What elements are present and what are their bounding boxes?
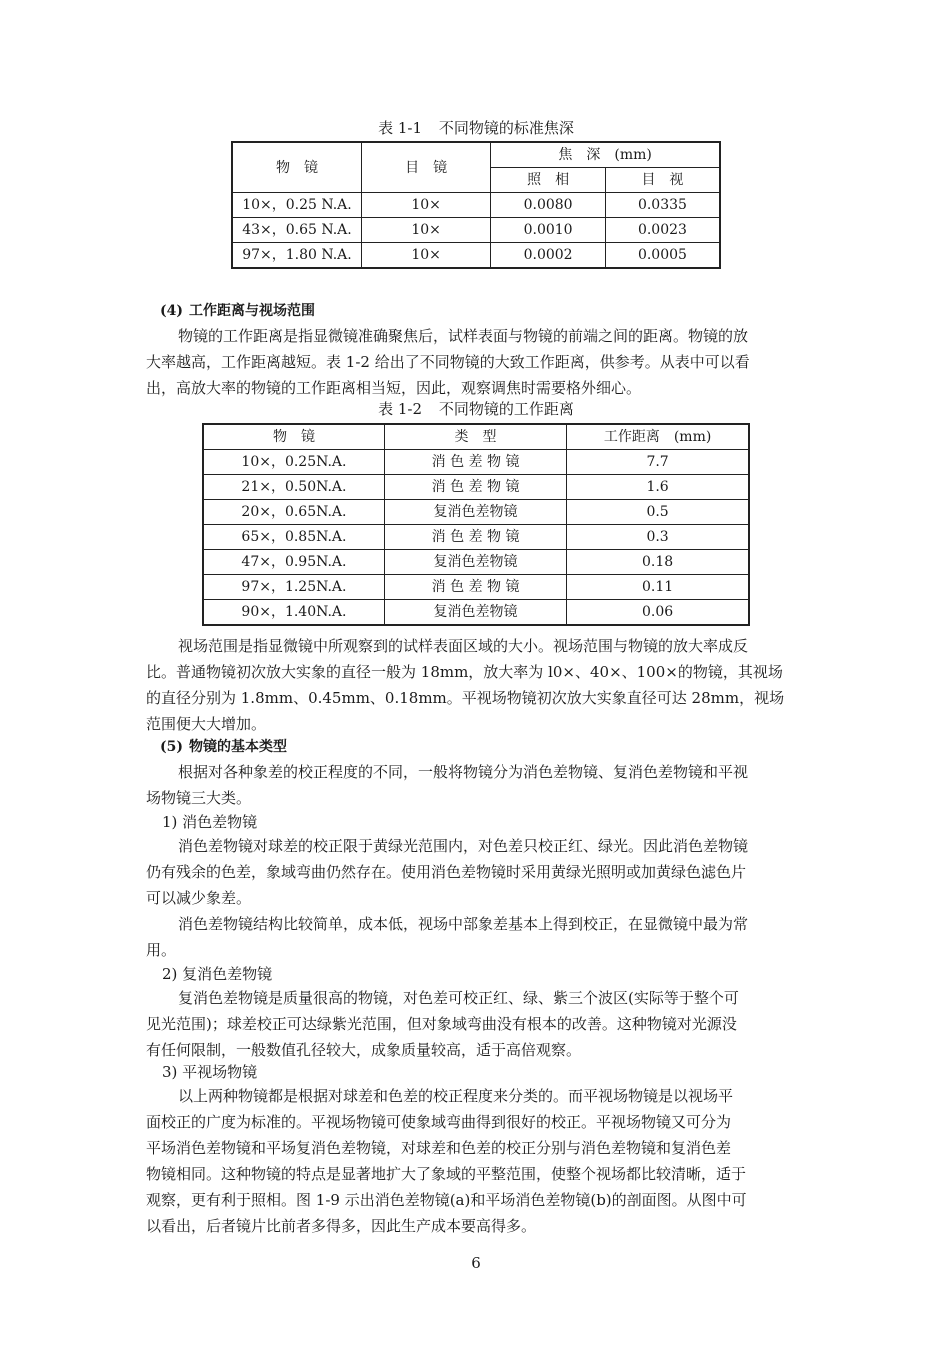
table2-header-type: 类 型 (384, 424, 566, 450)
table1-header-depth-of-focus: 焦 深 (mm) (491, 142, 720, 168)
table1-caption-title: 不同物镜的标准焦深 (438, 119, 574, 137)
table-cell: 0.18 (567, 550, 749, 575)
table-cell: 10× (361, 193, 490, 218)
table-row (203, 450, 749, 475)
achromatic-paragraph-2 (146, 911, 810, 963)
table-cell: 0.11 (567, 575, 749, 600)
paragraph-line: 平场消色差物镜和平场复消色差物镜，对球差和色差的校正分别与消色差物镜和复消色差 (146, 1139, 732, 1157)
paragraph-line: 有任何限制，一般数值孔径较大，成象质量较高，适于高倍观察。 (146, 1041, 582, 1059)
table2-header-working-distance: 工作距离 (mm) (567, 424, 749, 450)
table-cell: 10×，0.25 N.A. (232, 193, 361, 218)
table2-caption-title: 不同物镜的工作距离 (438, 400, 574, 418)
table-row (203, 500, 749, 525)
section4-heading (160, 301, 315, 321)
table1-standard-depth-of-focus (231, 141, 721, 269)
table-cell: 10× (361, 243, 490, 269)
table-cell: 97×，1.80 N.A. (232, 243, 361, 269)
paragraph-line: 物镜相同。这种物镜的特点是显著地扩大了象域的平整范围，使整个视场都比较清晰，适于 (146, 1165, 747, 1183)
field-of-view-paragraph (146, 633, 810, 737)
table1-header-eyepiece: 目 镜 (361, 142, 490, 193)
table1-header-visual: 目 视 (605, 168, 720, 193)
table-cell: 0.0023 (605, 218, 720, 243)
paragraph-line: 以上两种物镜都是根据对球差和色差的校正程度来分类的。而平视场物镜是以视场平 (178, 1087, 734, 1105)
paragraph-line: 的直径分别为 1.8mm、0.45mm、0.18mm。平视场物镜初次放大实象直径可达 28mm，视场 (146, 689, 785, 707)
table1-header-photo: 照 相 (491, 168, 606, 193)
paragraph-line: 消色差物镜对球差的校正限于黄绿光范围内，对色差只校正红、绿光。因此消色差物镜 (178, 837, 749, 855)
paragraph-line: 见光范围)；球差校正可达绿紫光范围，但对象域弯曲没有根本的改善。这种物镜对光源没 (146, 1015, 737, 1033)
table-cell: 1.6 (567, 475, 749, 500)
subsection2-title: 2) 复消色差物镜 (162, 965, 273, 983)
table-cell: 47×，0.95N.A. (203, 550, 384, 575)
paragraph-line: 比。普通物镜初次放大实象的直径一般为 18mm，放大率为 l0×、40×、100×的物镜，其视场 (146, 663, 783, 681)
table2-header-objective: 物 镜 (203, 424, 384, 450)
subsection3-title: 3) 平视场物镜 (162, 1063, 258, 1081)
apochromatic-paragraph (146, 985, 810, 1063)
table-cell: 10× (361, 218, 490, 243)
table-row (203, 475, 749, 500)
table-row (203, 600, 749, 626)
table2-caption-number: 表 1-2 (378, 400, 423, 418)
table-cell: 0.0080 (491, 193, 606, 218)
table-cell: 20×，0.65N.A. (203, 500, 384, 525)
table-cell: 43×，0.65 N.A. (232, 218, 361, 243)
paragraph-line: 出，高放大率的物镜的工作距离相当短，因此，观察调焦时需要格外细心。 (146, 379, 642, 397)
paragraph-line: 物镜的工作距离是指显微镜准确聚焦后，试样表面与物镜的前端之间的距离。物镜的放 (178, 327, 749, 345)
working-distance-paragraph (146, 323, 810, 401)
table-cell: 消 色 差 物 镜 (384, 525, 566, 550)
table2-working-distance (202, 423, 750, 626)
table-row (203, 525, 749, 550)
table-cell: 90×，1.40N.A. (203, 600, 384, 626)
paragraph-line: 面校正的广度为标准的。平视场物镜可使象域弯曲得到很好的校正。平视场物镜又可分为 (146, 1113, 732, 1131)
table1-header-row (232, 142, 720, 168)
table2-caption (0, 399, 952, 419)
paragraph-line: 视场范围是指显微镜中所观察到的试样表面区域的大小。视场范围与物镜的放大率成反 (178, 637, 749, 655)
plan-objective-paragraph (146, 1083, 810, 1239)
table-cell: 0.06 (567, 600, 749, 626)
table-row (232, 243, 720, 269)
table-cell: 消 色 差 物 镜 (384, 450, 566, 475)
paragraph-line: 复消色差物镜是质量很高的物镜，对色差可校正红、绿、紫三个波区(实际等于整个可 (178, 989, 739, 1007)
paragraph-line: 范围便大大增加。 (146, 715, 267, 733)
objective-types-paragraph (146, 759, 810, 811)
table-cell: 消 色 差 物 镜 (384, 475, 566, 500)
table-row (203, 575, 749, 600)
paragraph-line: 根据对各种象差的校正程度的不同，一般将物镜分为消色差物镜、复消色差物镜和平视 (178, 763, 749, 781)
table-cell: 97×，1.25N.A. (203, 575, 384, 600)
section5-heading (160, 737, 287, 757)
table-cell: 7.7 (567, 450, 749, 475)
table-cell: 复消色差物镜 (384, 600, 566, 626)
achromatic-paragraph-1 (146, 833, 810, 911)
section5-number: (5) (160, 739, 183, 755)
table-cell: 0.3 (567, 525, 749, 550)
paragraph-line: 以看出，后者镜片比前者多得多，因此生产成本要高得多。 (146, 1217, 537, 1235)
section4-title: 工作距离与视场范围 (189, 303, 315, 319)
table-row (232, 218, 720, 243)
section5-title: 物镜的基本类型 (189, 739, 287, 755)
page-number: 6 (471, 1254, 481, 1272)
table-cell: 0.5 (567, 500, 749, 525)
table-row (232, 193, 720, 218)
table-cell: 0.0335 (605, 193, 720, 218)
table1-caption-number: 表 1-1 (378, 119, 423, 137)
table2-header-row (203, 424, 749, 450)
table-cell: 复消色差物镜 (384, 500, 566, 525)
paragraph-line: 仍有残余的色差，象域弯曲仍然存在。使用消色差物镜时采用黄绿光照明或加黄绿色滤色片 (146, 863, 747, 881)
table-cell: 复消色差物镜 (384, 550, 566, 575)
paragraph-line: 观察，更有利于照相。图 1-9 示出消色差物镜(a)和平场消色差物镜(b)的剖面图。从图中可 (146, 1191, 747, 1209)
table-cell: 0.0005 (605, 243, 720, 269)
paragraph-line: 消色差物镜结构比较简单，成本低，视场中部象差基本上得到校正，在显微镜中最为常 (178, 915, 749, 933)
table-row (203, 550, 749, 575)
table-cell: 0.0010 (491, 218, 606, 243)
table1-caption (0, 118, 952, 138)
section4-number: (4) (160, 303, 183, 319)
table-cell: 21×，0.50N.A. (203, 475, 384, 500)
subsection1-title: 1) 消色差物镜 (162, 813, 258, 831)
table-cell: 0.0002 (491, 243, 606, 269)
table-cell: 10×，0.25N.A. (203, 450, 384, 475)
paragraph-line: 用。 (146, 941, 177, 959)
paragraph-line: 大率越高，工作距离越短。表 1-2 给出了不同物镜的大致工作距离，供参考。从表中可以看 (146, 353, 750, 371)
paragraph-line: 场物镜三大类。 (146, 789, 252, 807)
paragraph-line: 可以减少象差。 (146, 889, 252, 907)
table-cell: 消 色 差 物 镜 (384, 575, 566, 600)
table1-header-objective: 物 镜 (232, 142, 361, 193)
table-cell: 65×，0.85N.A. (203, 525, 384, 550)
